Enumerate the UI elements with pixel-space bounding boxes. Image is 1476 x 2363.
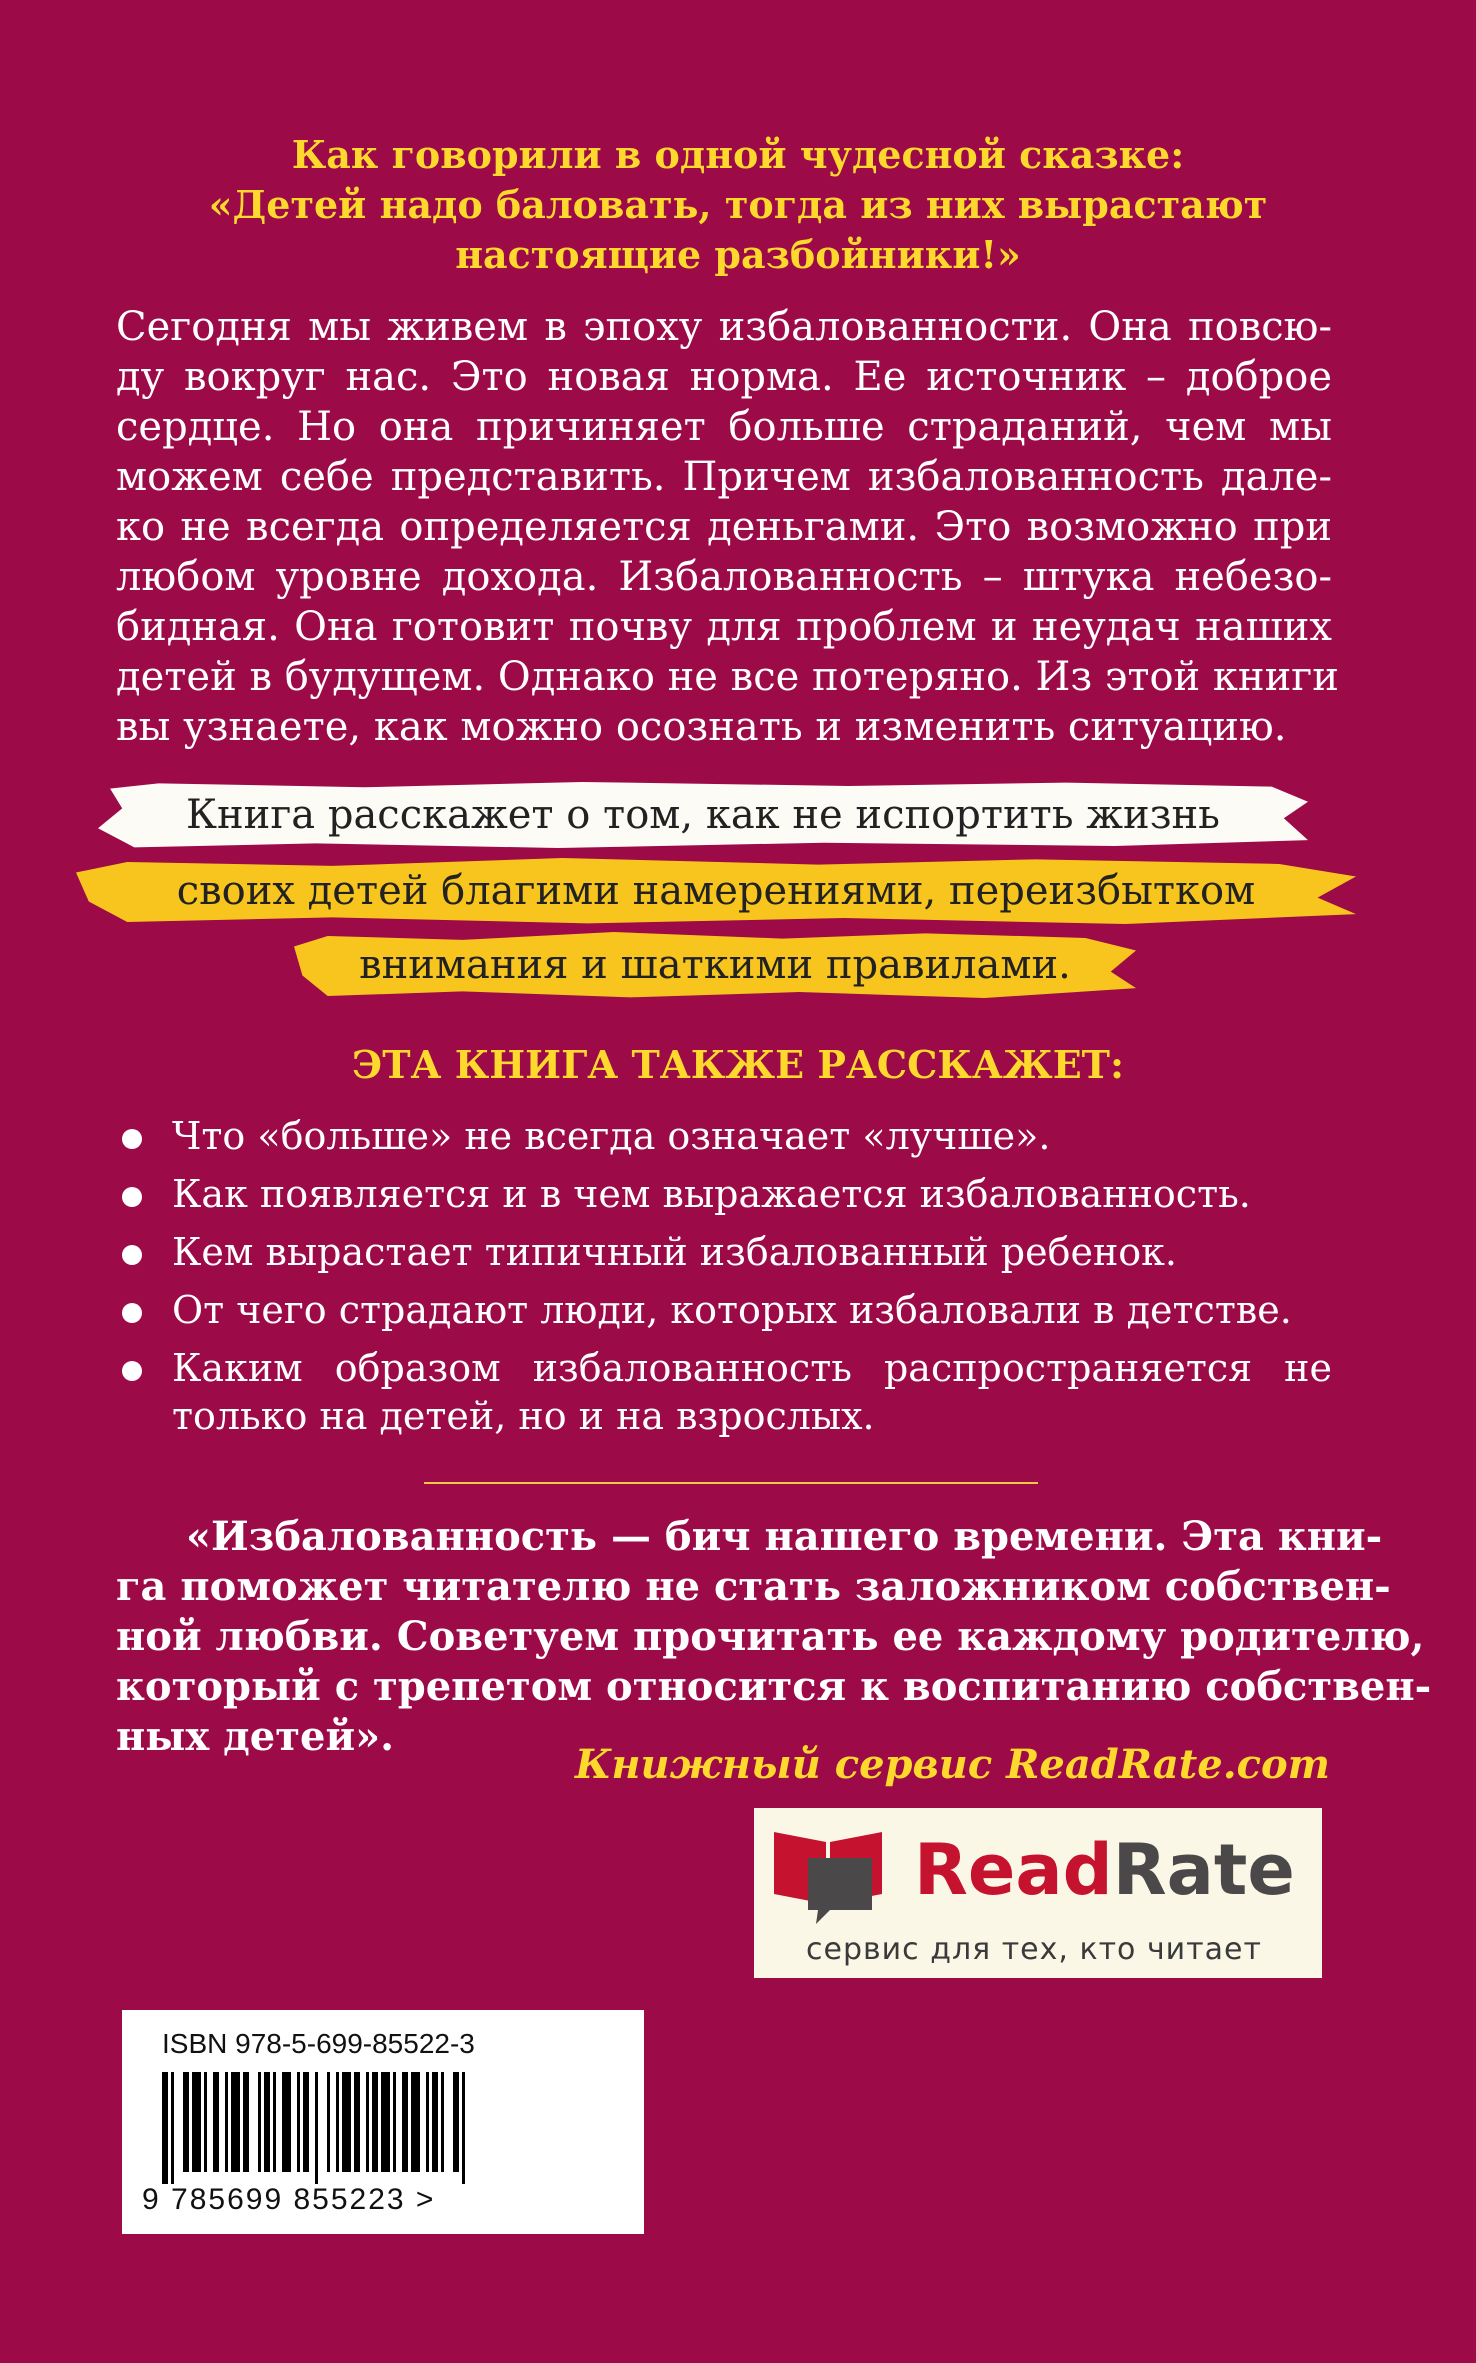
- readrate-tagline: сервис для тех, кто читает: [806, 1932, 1262, 1967]
- eksmo-logo-icon: [538, 2038, 628, 2148]
- intro-line: бидная. Она готовит почву для проблем и неудач наших: [116, 604, 1332, 650]
- readrate-wordmark: ReadRate: [914, 1829, 1295, 1911]
- isbn-digits: 9 785699 855223 >: [142, 2183, 436, 2216]
- epigraph: [0, 130, 1476, 280]
- list-item: [116, 1286, 1332, 1334]
- epigraph-line: «Детей надо баловать, тогда из них вырастают: [208, 182, 1268, 227]
- bullet-dot-icon: [122, 1129, 142, 1149]
- highlight-line-white: [98, 782, 1308, 848]
- epigraph-line: настоящие разбойники!»: [455, 232, 1021, 277]
- list-item: [116, 1170, 1332, 1218]
- intro-line: любом уровне дохода. Избалованность – штука небезо-: [116, 554, 1332, 600]
- list-item-text: От чего страдают люди, которых избаловали в детстве.: [172, 1288, 1292, 1332]
- book-speech-icon: [768, 1818, 888, 1928]
- quote-line: ной любви. Советуем прочитать ее каждому родителю,: [116, 1613, 1425, 1660]
- divider: [424, 1482, 1038, 1484]
- highlight-text: Книга расскажет о том, как не испортить жизнь: [186, 792, 1220, 838]
- list-item: [116, 1228, 1332, 1276]
- barcode-icon: [162, 2072, 594, 2184]
- intro-paragraph: [116, 302, 1339, 752]
- highlight-text: своих детей благими намерениями, переизбытком: [176, 868, 1256, 914]
- list-item-text: Каким образом избалованность распространяется не: [172, 1346, 1332, 1390]
- intro-line: можем себе представить. Причем избалованность дале-: [116, 454, 1332, 500]
- epigraph-line: Как говорили в одной чудесной сказке:: [291, 132, 1185, 177]
- quote-attribution: Книжный сервис ReadRate.com: [575, 1741, 1330, 1788]
- bullet-dot-icon: [122, 1361, 142, 1381]
- list-item: [116, 1112, 1332, 1160]
- list-item-text: Как появляется и в чем выражается избалованность.: [172, 1172, 1251, 1216]
- bullet-list: [116, 1112, 1332, 1450]
- intro-line: Сегодня мы живем в эпоху избалованности. Она повсю-: [116, 304, 1332, 350]
- quote-line: га поможет читателю не стать заложником собствен-: [116, 1563, 1391, 1610]
- bullet-dot-icon: [122, 1303, 142, 1323]
- list-item: [116, 1344, 1332, 1440]
- bullet-dot-icon: [122, 1245, 142, 1265]
- quote-line: ных детей».: [116, 1713, 395, 1760]
- intro-line: ду вокруг нас. Это новая норма. Ее источник – доброе: [116, 354, 1332, 400]
- isbn-label: ISBN 978-5-699-85522-3: [162, 2028, 475, 2059]
- bullet-dot-icon: [122, 1187, 142, 1207]
- list-item-text: Кем вырастает типичный избалованный ребенок.: [172, 1230, 1177, 1274]
- intro-line: ко не всегда определяется деньгами. Это возможно при: [116, 504, 1332, 550]
- quote-line: который с трепетом относится к воспитанию собствен-: [116, 1663, 1432, 1710]
- intro-line: сердце. Но она причиняет больше страданий, чем мы: [116, 404, 1332, 450]
- review-quote: [116, 1512, 1432, 1762]
- highlight-line-yellow: [294, 932, 1136, 998]
- intro-line: вы узнаете, как можно осознать и изменить ситуацию.: [116, 704, 1287, 750]
- section-title: ЭТА КНИГА ТАКЖЕ РАССКАЖЕТ:: [352, 1042, 1124, 1087]
- quote-line: «Избалованность — бич нашего времени. Эта кни-: [186, 1513, 1383, 1560]
- list-item-text: Что «больше» не всегда означает «лучше».: [172, 1114, 1051, 1158]
- highlight-line-yellow: [76, 858, 1356, 924]
- intro-line: детей в будущем. Однако не все потеряно. Из этой книги: [116, 654, 1339, 700]
- highlight-text: внимания и шаткими правилами.: [359, 942, 1071, 988]
- readrate-logo: [754, 1808, 1322, 1978]
- list-item-text: только на детей, но и на взрослых.: [172, 1394, 875, 1438]
